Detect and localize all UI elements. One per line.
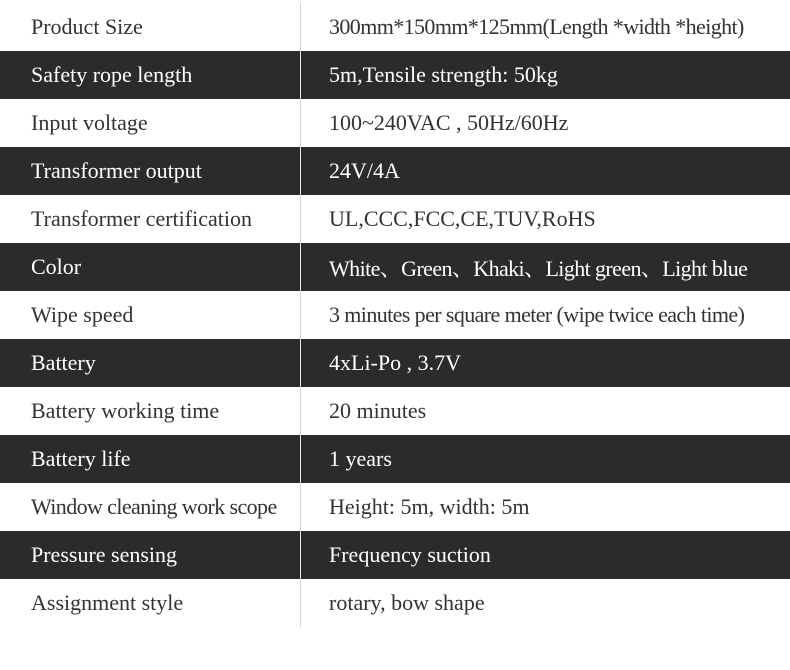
spec-label: Color [31, 254, 82, 279]
spec-table [0, 3, 790, 627]
spec-value: 24V/4A [329, 158, 400, 183]
spec-row-safety-rope-length [0, 51, 790, 99]
spec-row-transformer-certification [0, 195, 790, 243]
spec-label: Product Size [31, 14, 143, 39]
spec-value: 3 minutes per square meter (wipe twice each time) [329, 302, 745, 327]
spec-row-wipe-speed [0, 291, 790, 339]
spec-value: 20 minutes [329, 398, 427, 423]
spec-label: Input voltage [31, 110, 148, 135]
spec-row-battery-working-time [0, 387, 790, 435]
spec-row-battery-life [0, 435, 790, 483]
spec-row-product-size [0, 3, 790, 51]
spec-row-battery [0, 339, 790, 387]
spec-label: Battery [31, 350, 96, 375]
spec-row-window-cleaning-work-scope [0, 483, 790, 531]
spec-value: 100~240VAC , 50Hz/60Hz [329, 110, 569, 135]
spec-label: Pressure sensing [31, 542, 178, 567]
spec-value: Height: 5m, width: 5m [329, 494, 530, 519]
spec-value: UL,CCC,FCC,CE,TUV,RoHS [329, 206, 596, 231]
spec-label: Window cleaning work scope [31, 494, 277, 519]
spec-label: Battery working time [31, 398, 220, 423]
spec-label: Transformer certification [31, 206, 252, 231]
spec-value: 4xLi-Po , 3.7V [329, 350, 461, 375]
spec-value: White、Green、Khaki、Light green、Light blue [329, 255, 748, 281]
spec-row-input-voltage [0, 99, 790, 147]
spec-row-assignment-style [0, 579, 790, 627]
spec-label: Assignment style [31, 590, 184, 615]
spec-value: Frequency suction [329, 542, 491, 567]
spec-value: 1 years [329, 446, 392, 471]
spec-label: Transformer output [31, 158, 202, 183]
spec-row-color [0, 243, 790, 291]
spec-label: Battery life [31, 446, 131, 471]
spec-value: rotary, bow shape [329, 590, 485, 615]
spec-label: Wipe speed [31, 302, 134, 327]
spec-row-pressure-sensing [0, 531, 790, 579]
spec-value: 5m,Tensile strength: 50kg [329, 62, 558, 87]
spec-row-transformer-output [0, 147, 790, 195]
spec-value: 300mm*150mm*125mm(Length *width *height) [329, 14, 744, 39]
spec-label: Safety rope length [31, 62, 193, 87]
